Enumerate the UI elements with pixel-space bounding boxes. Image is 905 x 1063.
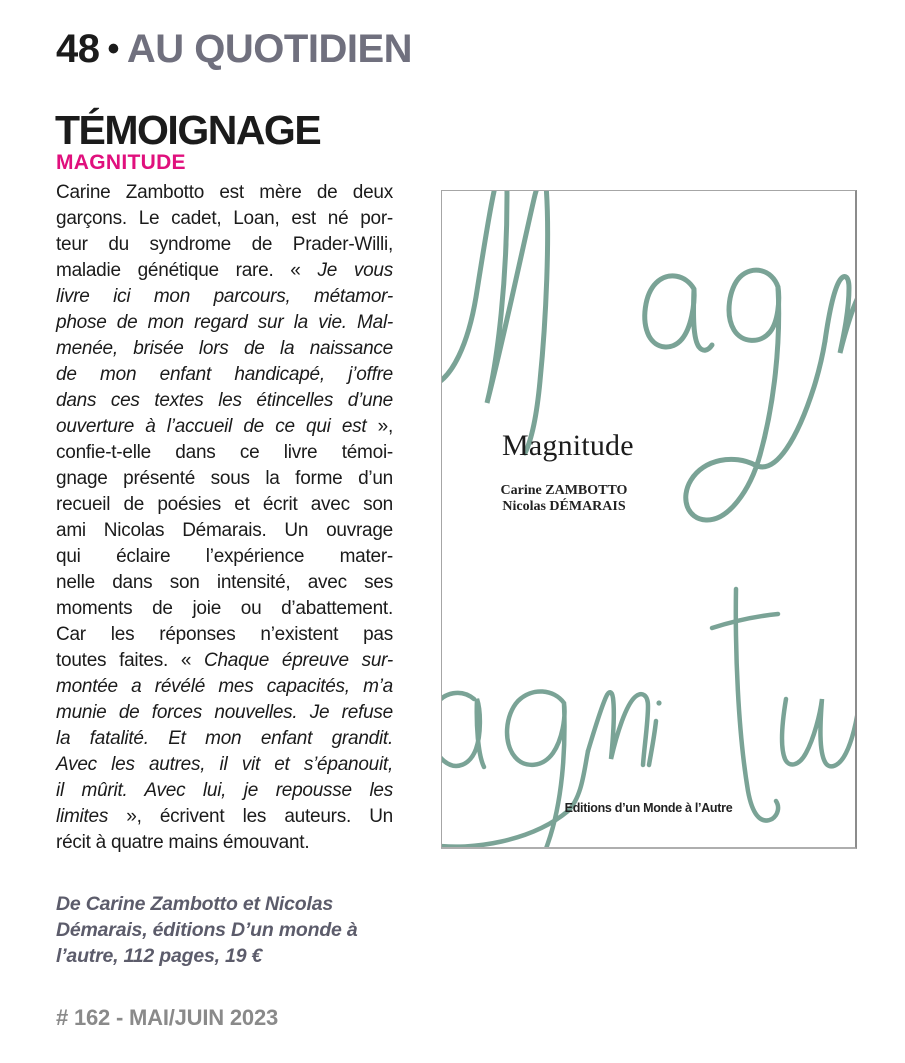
body-line: récit à quatre mains émouvant. bbox=[56, 832, 310, 853]
book-publisher: Editions d’un Monde à l’Autre bbox=[564, 801, 733, 815]
book-title: Magnitude bbox=[502, 429, 634, 462]
body-line: Car les réponses n’existent pas bbox=[56, 624, 393, 645]
article-kicker: TÉMOIGNAGE bbox=[55, 107, 321, 153]
body-line: de mon enfant handicapé, j’offre bbox=[56, 364, 393, 385]
script-lettering-image bbox=[442, 191, 855, 847]
book-author: Carine ZAMBOTTO bbox=[500, 483, 628, 498]
body-line: recueil de poésies et écrit avec son bbox=[56, 494, 393, 515]
page-header bbox=[56, 26, 412, 72]
credit-line: l’autre, 112 pages, 19 € bbox=[56, 945, 263, 967]
body-line: qui éclaire l’expérience mater- bbox=[56, 546, 393, 567]
body-line: moments de joie ou d’abattement. bbox=[56, 598, 393, 619]
issue-footer: # 162 - MAI/JUIN 2023 bbox=[56, 1005, 279, 1030]
bullet-separator: • bbox=[107, 30, 119, 68]
body-line: montée a révélé mes capacités, m’a bbox=[56, 676, 393, 697]
book-authors bbox=[484, 483, 644, 515]
body-line: la fatalité. Et mon enfant grandit. bbox=[56, 728, 393, 749]
body-line: munie de forces nouvelles. Je refuse bbox=[56, 702, 393, 723]
body-line: toutes faites. « Chaque épreuve sur- bbox=[56, 650, 393, 671]
book-cover bbox=[441, 190, 857, 849]
section-title: AU QUOTIDIEN bbox=[126, 27, 413, 71]
article-title: MAGNITUDE bbox=[56, 151, 186, 174]
page-number: 48 bbox=[56, 27, 100, 71]
body-line: il mûrit. Avec lui, je repousse les bbox=[56, 780, 393, 801]
book-credit bbox=[56, 891, 416, 969]
body-line: gnage présenté sous la forme d’un bbox=[56, 468, 393, 489]
body-line: maladie génétique rare. « Je vous bbox=[56, 260, 393, 281]
body-line: ouverture à l’accueil de ce qui est », bbox=[56, 416, 394, 437]
body-line: nelle dans son intensité, avec ses bbox=[56, 572, 393, 593]
body-line: phose de mon regard sur la vie. Mal- bbox=[56, 312, 393, 333]
credit-line: Démarais, éditions D’un monde à bbox=[56, 919, 358, 941]
body-line: menée, brisée lors de la naissance bbox=[56, 338, 393, 359]
body-line: garçons. Le cadet, Loan, est né por- bbox=[56, 208, 393, 229]
article-body bbox=[56, 180, 393, 856]
body-line: teur du syndrome de Prader-Willi, bbox=[56, 234, 393, 255]
body-line: Carine Zambotto est mère de deux bbox=[56, 182, 393, 203]
body-line: Avec les autres, il vit et s’épanouit, bbox=[56, 754, 393, 775]
body-line: ami Nicolas Démarais. Un ouvrage bbox=[56, 520, 393, 541]
credit-line: De Carine Zambotto et Nicolas bbox=[56, 893, 334, 915]
body-line: dans ces textes les étincelles d’une bbox=[56, 390, 393, 411]
book-author: Nicolas DÉMARAIS bbox=[502, 499, 626, 514]
body-line: confie-t-elle dans ce livre témoi- bbox=[56, 442, 393, 463]
body-line: livre ici mon parcours, métamor- bbox=[56, 286, 393, 307]
body-line: limites », écrivent les auteurs. Un bbox=[56, 806, 393, 827]
